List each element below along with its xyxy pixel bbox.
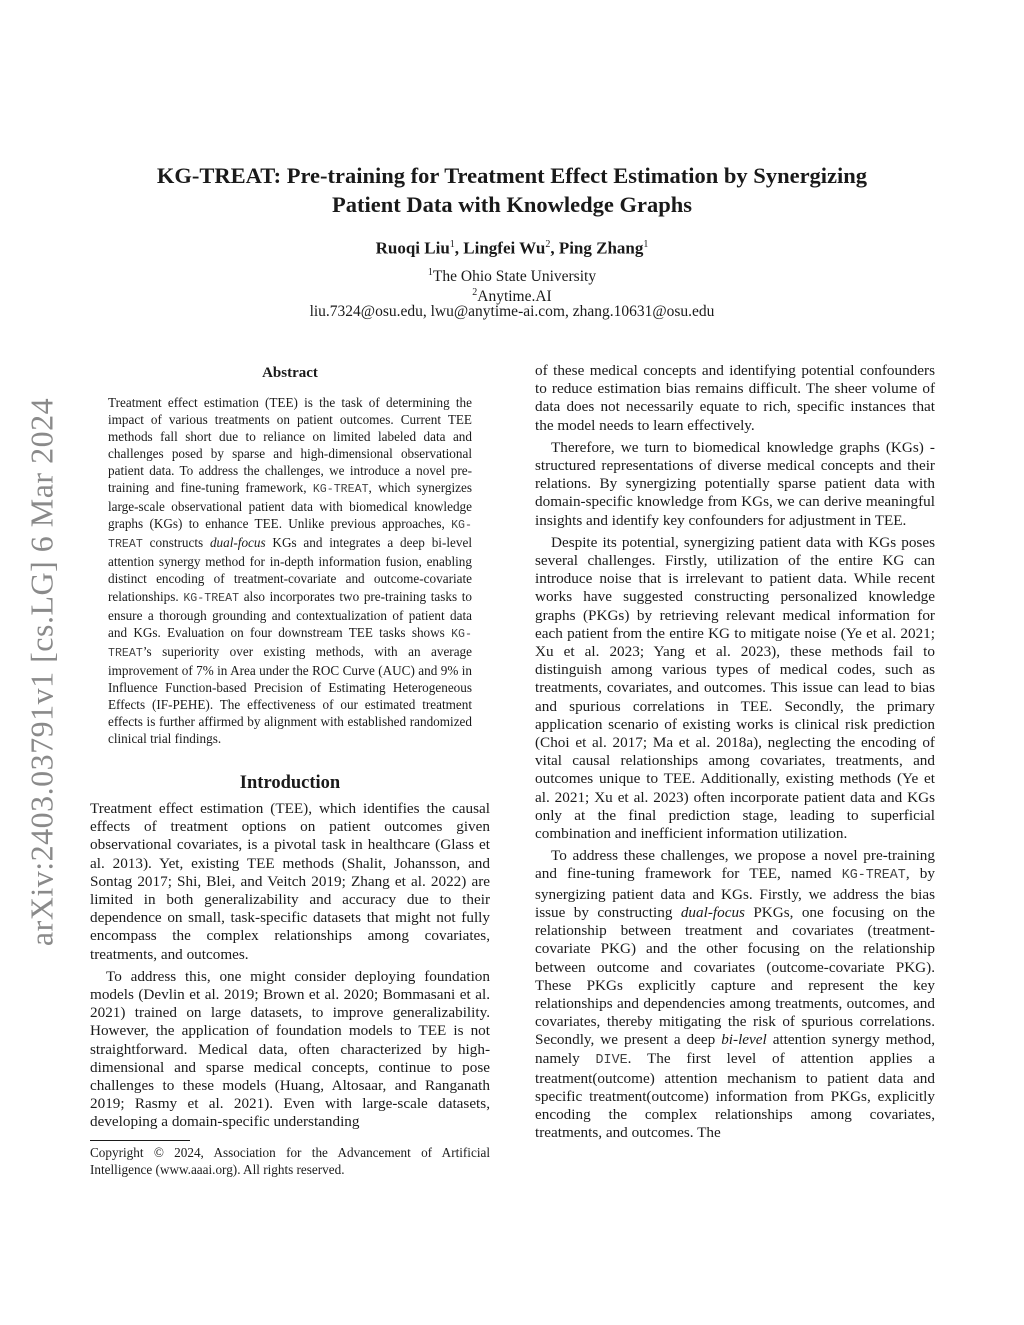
introduction-heading: Introduction [239,773,341,793]
abstract-body: Treatment effect estimation (TEE) is the task of determining the impact of various treatments on patient outcomes. Current TEE methods fall short due to reliance on limited labeled data and challenges posed by sparse and high-dimensional observational patient data. To address the challenges, we introduce a novel pre-training and fine-tuning framework, KG-TREAT, which synergizes large-scale observational patient data with biomedical knowledge graphs (KGs) to enhance TEE. Unlike previous approaches, KG-TREAT constructs dual-focus KGs and integrates a deep bi-level attention synergy method for in-depth information fusion, enabling distinct encoding of treatment-covariate and outcome-covariate relationships. KG-TREAT also incorporates two pre-training tasks to ensure a thorough grounding and contextualization of patient data and KGs. Evaluation on four downstream TEE tasks shows KG-TREAT’s superiority over existing methods, with an average improvement of 7% in Area under the ROC Curve (AUC) and 9% in Influence Function-based Precision of Estimating Heterogeneous Effects (IF-PEHE). The effectiveness of our estimated treatment effects is further affirmed by alignment with established randomized clinical trial findings. [108,395,472,746]
code-term: DIVE [595,1052,628,1068]
arxiv-identifier: arXiv:2403.03791v1 [cs.LG] 6 Mar 2024 [23,397,60,947]
body-paragraph: To address these challenges, we propose a novel pre-training and fine-tuning framework for TEE, named KG-TREAT, by synergizing patient data and KGs. Firstly, we address the bias issue by constructing dual-focus PKGs, one focusing on the relationship between treatment and covariates (treatment-covariate PKG) and the other focusing on the relationship between outcome and covariates (outcome-covariate PKG). These PKGs explicitly capture and represent the key relationships and dependencies among treatments, outcomes, and covariates, thereby mitigating the risk of spurious correlations. Secondly, we present a deep bi-level attention synergy method, namely DIVE. The first level of attention applies a treatment(outcome) attention mechanism to patient data and specific treatment(outcome) information from PKGs, explicitly encoding the complex relationships among covariates, treatments, and outcomes. The [535,847,936,1142]
author-affiliation-mark: 2 [545,239,551,250]
footnote-divider [90,1140,190,1141]
body-paragraph: Despite its potential, synergizing patient data with KGs poses several challenges. Firstly, utilization of the entire KG can introduce noise that is irrelevant to patient data. While recent works have suggested constructing personalized knowledge graphs (PKGs) by retrieving relevant medical information for each patient from the entire KG to mitigate noise (Ye et al. 2021; Xu et al. 2023; Yang et al. 2023), these methods fail to distinguish among various types of medical codes, such as treatments, covariates, and outcomes. This issue can lead to bias and spurious correlations in TEE. Secondly, the primary application scenario of existing works is clinical risk prediction (Choi et al. 2017; Ma et al. 2018a), neglecting the encoding of vital causal relationships among covariates, treatments, and outcomes unique to TEE. Additionally, existing methods (Ye et al. 2021; Xu et al. 2023) often incorporate patient data and KGs only at the final prediction stage, leading to superficial combination and inefficient information utilization. [535,533,935,843]
code-term: KG-TREAT [841,868,906,884]
body-paragraph: of these medical concepts and identifying potential confounders to reduce estimation bias remains difficult. The sheer volume of data does not necessarily equate to rich, specific instances that the model needs to learn effectively. [535,362,935,434]
affiliation-name: Anytime.AI [477,288,552,306]
paper-title: KG-TREAT: Pre-training for Treatment Effect Estimation by Synergizing Patient Data with Knowledge Graphs [156,163,868,217]
author-name: Ruoqi Liu [375,238,450,258]
body-paragraph: Therefore, we turn to biomedical knowledge graphs (KGs) - structured representations of diverse medical concepts and their relations. By synergizing potentially sparse patient data with domain-specific knowledge from KGs, we can derive meaningful insights and identify key confounders for adjustment in TEE. [535,438,935,529]
author-list: Ruoqi Liu$^1$, Lingfei Wu$^2$, Ping Zhang$^1$ [375,238,649,258]
code-term: KG-TREAT [312,483,369,497]
abstract-heading: Abstract [262,365,318,381]
code-term: KG-TREAT [183,591,240,605]
affiliation-mark: 2 [472,287,478,298]
author-name: Lingfei Wu [463,238,546,258]
author-affiliation-mark: 1 [449,239,455,250]
copyright-footnote: Copyright © 2024, Association for the Advancement of Artificial Intelligence (www.aaai.org). All rights reserved. [90,1145,490,1177]
introduction-left-column [90,800,490,1136]
author-name: Ping Zhang [558,238,644,258]
affiliation-name: The Ohio State University [432,268,597,286]
emphasis-term: bi-level [721,1031,767,1049]
body-paragraph: To address this, one might consider deploying foundation models (Devlin et al. 2019; Brown et al. 2020; Bommasani et al. 2021) trained on large datasets, to improve generalizability. However, the application of foundation models to TEE is not straightforward. Medical data, often characterized by high-dimensional and sparse medical concepts, continue to pose challenges to these models (Huang, Altosaar, and Ranganath 2019; Rasmy et al. 2021). Even with large-scale datasets, developing a domain-specific understanding [90,967,490,1131]
author-affiliation-mark: 1 [643,239,649,250]
code-term: KG-TREAT [108,519,472,552]
author-emails: liu.7324@osu.edu, lwu@anytime-ai.com, zhang.10631@osu.edu [309,303,715,320]
code-term: KG-TREAT [108,627,472,660]
affiliation-mark: 1 [427,267,433,278]
emphasis-term: dual-focus [680,903,745,921]
introduction-right-column [535,362,935,1147]
body-paragraph: Treatment effect estimation (TEE), which identifies the causal effects of treatment options on patient outcomes given observational covariates, is a pivotal task in healthcare (Glass et al. 2013). Yet, existing TEE methods (Shalit, Johansson, and Sontag 2017; Shi, Blei, and Veitch 2019; Zhang et al. 2022) are limited in both generalizability and accuracy due to their dependence on small, task-specific datasets that might not fully encompass the complex relationships among covariates, treatments, and outcomes. [90,800,490,963]
emphasis-term: dual-focus [209,535,266,551]
